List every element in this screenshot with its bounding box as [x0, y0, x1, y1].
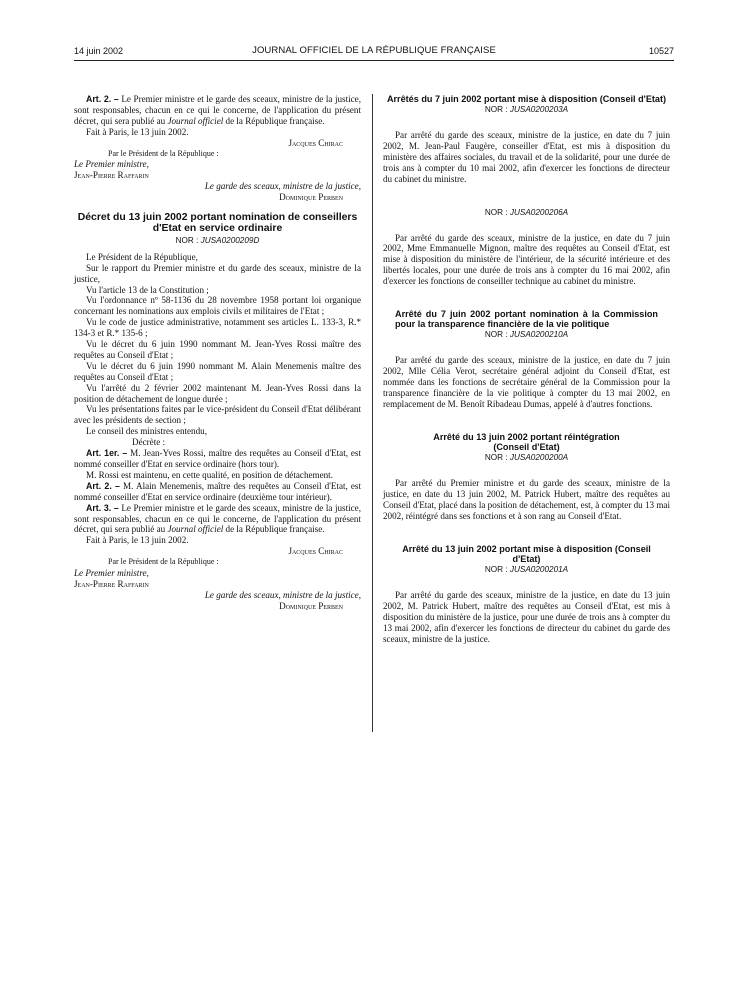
section-1b-nor-label: NOR :: [484, 207, 510, 217]
article-2b-paragraph: [74, 481, 361, 503]
decrete-label: Décrète :: [132, 437, 166, 448]
section-1-nor-code: JUSA0200203A: [509, 105, 569, 115]
section-2-nor-code: JUSA0200210A: [509, 330, 569, 340]
signature-par-2: Par le Président de la République :: [108, 557, 219, 567]
section-1-nor: [383, 105, 670, 116]
visa-decret-menemenis: Vu le décret du 6 juin 1990 nommant M. Alain Menemenis maître des requêtes au Conseil d'Etat ;: [74, 360, 361, 382]
section-1b-nor-code: JUSA0200206A: [509, 207, 569, 217]
visa-presentations: Vu les présentations faites par le vice-président du Conseil d'Etat délibérant avec les présidents de section ;: [74, 404, 361, 426]
signature-pm-title-1: Le Premier ministre,: [74, 159, 149, 170]
article-2-lead: Art. 2. –: [86, 94, 119, 104]
signature-pm-title-2: Le Premier ministre,: [74, 568, 149, 579]
visa-ordonnance: Vu l'ordonnance nº 58-1136 du 28 novembre 1958 portant loi organique concernant les nominations aux emplois civils et militaires de l'Etat ;: [74, 295, 361, 317]
article-3-text: Le Premier ministre et le garde des sceaux, ministre de la justice, sont responsables, chacun en ce qui le concerne, de l'application du présent décret, qui sera publié au: [74, 502, 361, 535]
article-1-paragraph: [74, 448, 361, 470]
visa-conseil: Le conseil des ministres entendu,: [86, 426, 207, 437]
section-3-nor-code: JUSA0200200A: [509, 453, 569, 463]
signature-president-2: Jacques Chirac: [288, 546, 343, 557]
visa-decret-rossi: Vu le décret du 6 juin 1990 nommant M. Jean-Yves Rossi maître des requêtes au Conseil d'Etat ;: [74, 339, 361, 360]
article-2-journal: Journal officiel: [167, 115, 224, 126]
signature-garde-title-2: Le garde des sceaux, ministre de la justice,: [204, 589, 361, 600]
article-1-second: M. Rossi est maintenu, en cette qualité, en position de détachement.: [86, 469, 333, 480]
visa-constitution: Vu l'article 13 de la Constitution ;: [86, 284, 209, 295]
section-1-nor-label: NOR :: [484, 105, 510, 115]
signature-pm-name-2: Jean-Pierre Raffarin: [74, 578, 149, 589]
section-3-nor: [383, 453, 670, 464]
left-column: [74, 94, 361, 612]
visa-president: Le Président de la République,: [86, 251, 198, 262]
column-divider: [372, 94, 373, 732]
header-date: 14 juin 2002: [74, 46, 124, 56]
article-3-tail: de la République française.: [223, 524, 325, 535]
article-2-tail: de la République française.: [223, 115, 325, 126]
section-4-nor-code: JUSA0200201A: [509, 565, 569, 575]
section-1-title: Arrêtés du 7 juin 2002 portant mise à disposition (Conseil d'Etat): [386, 94, 667, 104]
section-4-text: Par arrêté du garde des sceaux, ministre de la justice, en date du 13 juin 2002, M. Patrick Hubert, maître des requêtes au Conseil d'Etat, est mis à disposition du ministère de la justice, pour une durée de trois ans à compter du 13 mai 2002, afin d'exercer les fonctions de directeur du cabinet du garde des sceaux, ministre de la justice.: [383, 590, 670, 644]
article-2-text: Le Premier ministre et le garde des sceaux, ministre de la justice, sont responsables, chacun en ce qui le concerne, de l'application du présent décret, qui sera publié au: [74, 94, 361, 126]
article-2b-text: M. Alain Menemenis, maître des requêtes au Conseil d'Etat, est nommé conseiller d'Etat en service ordinaire (deuxième tour intérieur).: [74, 480, 361, 502]
section-4-nor: [383, 565, 670, 576]
signature-garde-name-1: Dominique Perben: [279, 192, 343, 203]
right-column: [383, 94, 670, 645]
fait-a-paris-2: Fait à Paris, le 13 juin 2002.: [86, 535, 189, 546]
section-2-nor: [383, 330, 670, 341]
header-title: JOURNAL OFFICIEL DE LA RÉPUBLIQUE FRANÇAISE: [252, 45, 496, 56]
decree-nor-label: NOR :: [175, 235, 201, 245]
fait-a-paris-1: Fait à Paris, le 13 juin 2002.: [86, 126, 189, 137]
section-1-text: Par arrêté du garde des sceaux, ministre de la justice, en date du 7 juin 2002, M. Jean-Paul Faugère, conseiller d'Etat, est mis à disposition du ministère des affaires sociales, du travail et de la solidarité, pour une durée de trois ans à compter du 10 mai 2002, afin d'exercer les fonctions de directeur du cabinet du ministre.: [383, 130, 670, 184]
running-header: [74, 44, 674, 61]
article-3-lead: Art. 3. –: [86, 502, 119, 513]
section-2-title: Arrêté du 7 juin 2002 portant nomination à la Commission pour la transparence financière de la vie politique: [395, 309, 658, 330]
section-1b-nor: [383, 208, 670, 219]
article-3-journal: Journal officiel: [167, 524, 224, 535]
visa-arrete-rossi: Vu l'arrêté du 2 février 2002 maintenant M. Jean-Yves Rossi dans la position de détachement de longue durée ;: [74, 382, 361, 404]
section-3-nor-label: NOR :: [484, 453, 510, 463]
decree-title: Décret du 13 juin 2002 portant nomination de conseillers d'Etat en service ordinaire: [77, 212, 358, 235]
section-3-title: Arrêté du 13 juin 2002 portant réintégration (Conseil d'Etat): [433, 431, 620, 453]
signature-garde-name-2: Dominique Perben: [279, 600, 343, 611]
article-2-paragraph: [74, 94, 361, 127]
visa-rapport: Sur le rapport du Premier ministre et du garde des sceaux, ministre de la justice,: [74, 262, 361, 284]
article-1-lead: Art. 1er. –: [86, 448, 128, 459]
decree-nor: [74, 236, 361, 247]
section-3-text: Par arrêté du Premier ministre et du garde des sceaux, ministre de la justice, en date du 13 juin 2002, M. Patrick Hubert, maître des requêtes au Conseil d'Etat, placé dans la position de détachement, est, à compter du 13 mai 2002, réintégré dans ses fonctions et à son rang au Conseil d'Etat.: [383, 478, 670, 521]
section-2-text: Par arrêté du garde des sceaux, ministre de la justice, en date du 7 juin 2002, Mlle Célia Verot, secrétaire général adjoint du Conseil d'Etat, est nommée dans les fonctions de secrétaire général de la Commission pour la transparence financière de la vie politique à compter du 13 mai 2002, en remplacement de M. Benoît Ribadeau Dumas, appelé à d'autres fonctions.: [383, 355, 670, 410]
section-4-nor-label: NOR :: [484, 565, 510, 575]
article-1-text: M. Jean-Yves Rossi, maître des requêtes au Conseil d'Etat, est nommé conseiller d'Etat en service ordinaire (hors tour).: [74, 448, 361, 469]
article-3-paragraph: [74, 503, 361, 536]
section-2-nor-label: NOR :: [484, 330, 510, 340]
header-page-number: 10527: [648, 46, 674, 56]
signature-garde-title-1: Le garde des sceaux, ministre de la justice,: [204, 181, 361, 192]
signature-pm-name-1: Jean-Pierre Raffarin: [74, 170, 149, 181]
signature-president-1: Jacques Chirac: [288, 137, 343, 148]
decree-nor-code: JUSA0200209D: [200, 235, 260, 245]
section-1b-text: Par arrêté du garde des sceaux, ministre de la justice, en date du 7 juin 2002, Mme Emmanuelle Mignon, maître des requêtes au Conseil d'Etat, est mise à disposition du ministère de l'intérieur, de la sécurité intérieure et des libertés locales, pour une durée de trois ans à compter du 16 mai 2002, afin d'exercer les fonctions de conseiller technique au cabinet du ministre.: [383, 232, 670, 287]
signature-par-1: Par le Président de la République :: [108, 148, 219, 158]
section-4-title: Arrêté du 13 juin 2002 portant mise à disposition (Conseil d'Etat): [402, 543, 651, 565]
visa-code: Vu le code de justice administrative, notamment ses articles L. 133-3, R.* 134-3 et R.* 135-6 ;: [74, 317, 361, 339]
article-2b-lead: Art. 2. –: [86, 480, 120, 491]
